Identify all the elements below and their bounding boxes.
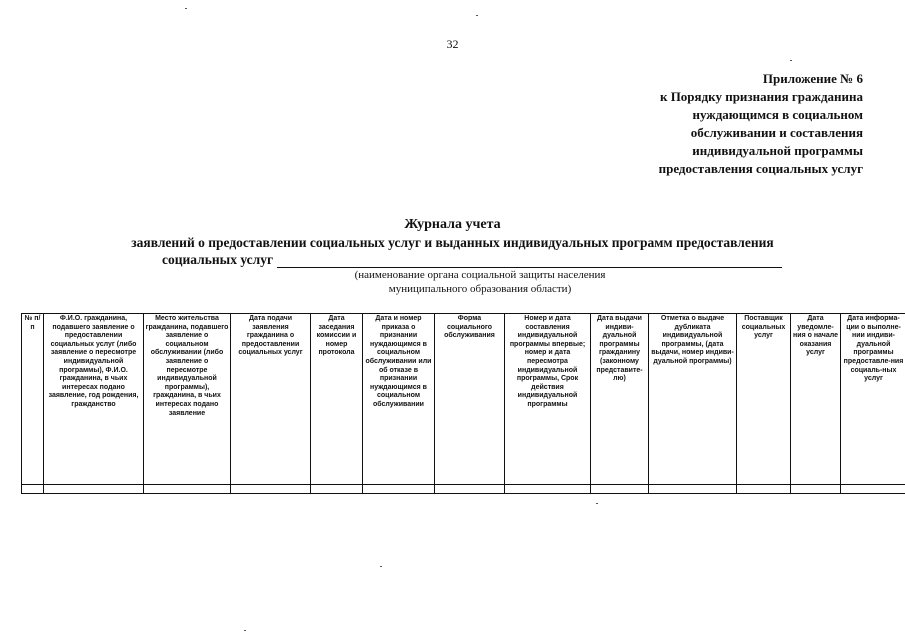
table-cell	[791, 485, 841, 494]
column-header: Форма социального обслуживания	[435, 314, 505, 485]
column-header: Дата подачи заявления гражданина о предоставлении социальных услуг	[231, 314, 311, 485]
table-cell	[841, 485, 905, 494]
table-header-row	[22, 314, 905, 485]
services-line	[162, 252, 782, 268]
column-header: № п/п	[22, 314, 44, 485]
org-note-line: муниципального образования области)	[388, 283, 572, 295]
table-cell	[22, 485, 44, 494]
page-number: 32	[446, 37, 459, 51]
column-header: Дата и номер приказа о признании нуждающимся в социальном обслуживании или об отказе в признании нуждающимся в социальном обслуживании	[363, 314, 435, 485]
scan-speck	[790, 60, 792, 61]
table-cell	[144, 485, 231, 494]
org-note	[280, 268, 680, 296]
table-cell	[231, 485, 311, 494]
scan-speck	[185, 8, 187, 9]
table-cell	[311, 485, 363, 494]
table-cell	[505, 485, 591, 494]
table-cell	[591, 485, 649, 494]
appendix-block	[563, 70, 863, 178]
appendix-line: Приложение № 6	[762, 71, 863, 86]
appendix-line: к Порядку признания гражданина	[659, 89, 863, 104]
journal-subtitle: заявлений о предоставлении социальных услуг и выданных индивидуальных программ предоставления	[131, 235, 774, 250]
column-header: Отметка о выдаче дубликата индивидуальной программы, (дата выдачи, номер индиви-дуальной программы)	[649, 314, 737, 485]
column-header: Поставщик социальных услуг	[737, 314, 791, 485]
column-header: Дата уведомле-ния о начале оказания услуг	[791, 314, 841, 485]
column-header: Ф.И.О. гражданина, подавшего заявление о предоставлении социальных услуг (либо заявление о пересмотре индивидуальной программы), Ф.И.О. гражданина, в чьих интересах подано заявление, год рождения, гражданство	[44, 314, 144, 485]
org-name-blank	[277, 254, 782, 268]
table-row	[22, 485, 905, 494]
column-header: Дата выдачи индиви-дуальной программы гражданину (законному представите-лю)	[591, 314, 649, 485]
journal-table	[21, 313, 905, 494]
appendix-line: предоставления социальных услуг	[658, 161, 863, 176]
table-cell	[649, 485, 737, 494]
column-header: Номер и дата составления индивидуальной программы впервые; номер и дата пересмотра индивидуальной программы, Срок действия индивидуальной программы	[505, 314, 591, 485]
table-cell	[44, 485, 144, 494]
appendix-line: обслуживании и составления	[690, 125, 863, 140]
table-cell	[363, 485, 435, 494]
scan-speck	[244, 630, 246, 631]
table-cell	[737, 485, 791, 494]
appendix-line: нуждающимся в социальном	[692, 107, 863, 122]
column-header: Дата заседания комиссии и номер протокола	[311, 314, 363, 485]
column-header: Дата информа-ции о выполне-нии индиви-дуальной программы предоставле-ния социаль-ных услуг	[841, 314, 905, 485]
appendix-line: индивидуальной программы	[692, 143, 863, 158]
journal-title: Журнала учета	[404, 217, 501, 232]
scan-speck	[476, 15, 478, 16]
scan-speck	[596, 503, 598, 504]
scan-speck	[380, 566, 382, 567]
services-label: социальных услуг	[162, 252, 274, 267]
org-note-line: (наименование органа социальной защиты населения	[354, 269, 606, 281]
table-cell	[435, 485, 505, 494]
column-header: Место жительства гражданина, подавшего заявление о социальном обслуживании (либо заявление о пересмотре индивидуальной программы), гражданина, в чьих интересах подано заявление	[144, 314, 231, 485]
